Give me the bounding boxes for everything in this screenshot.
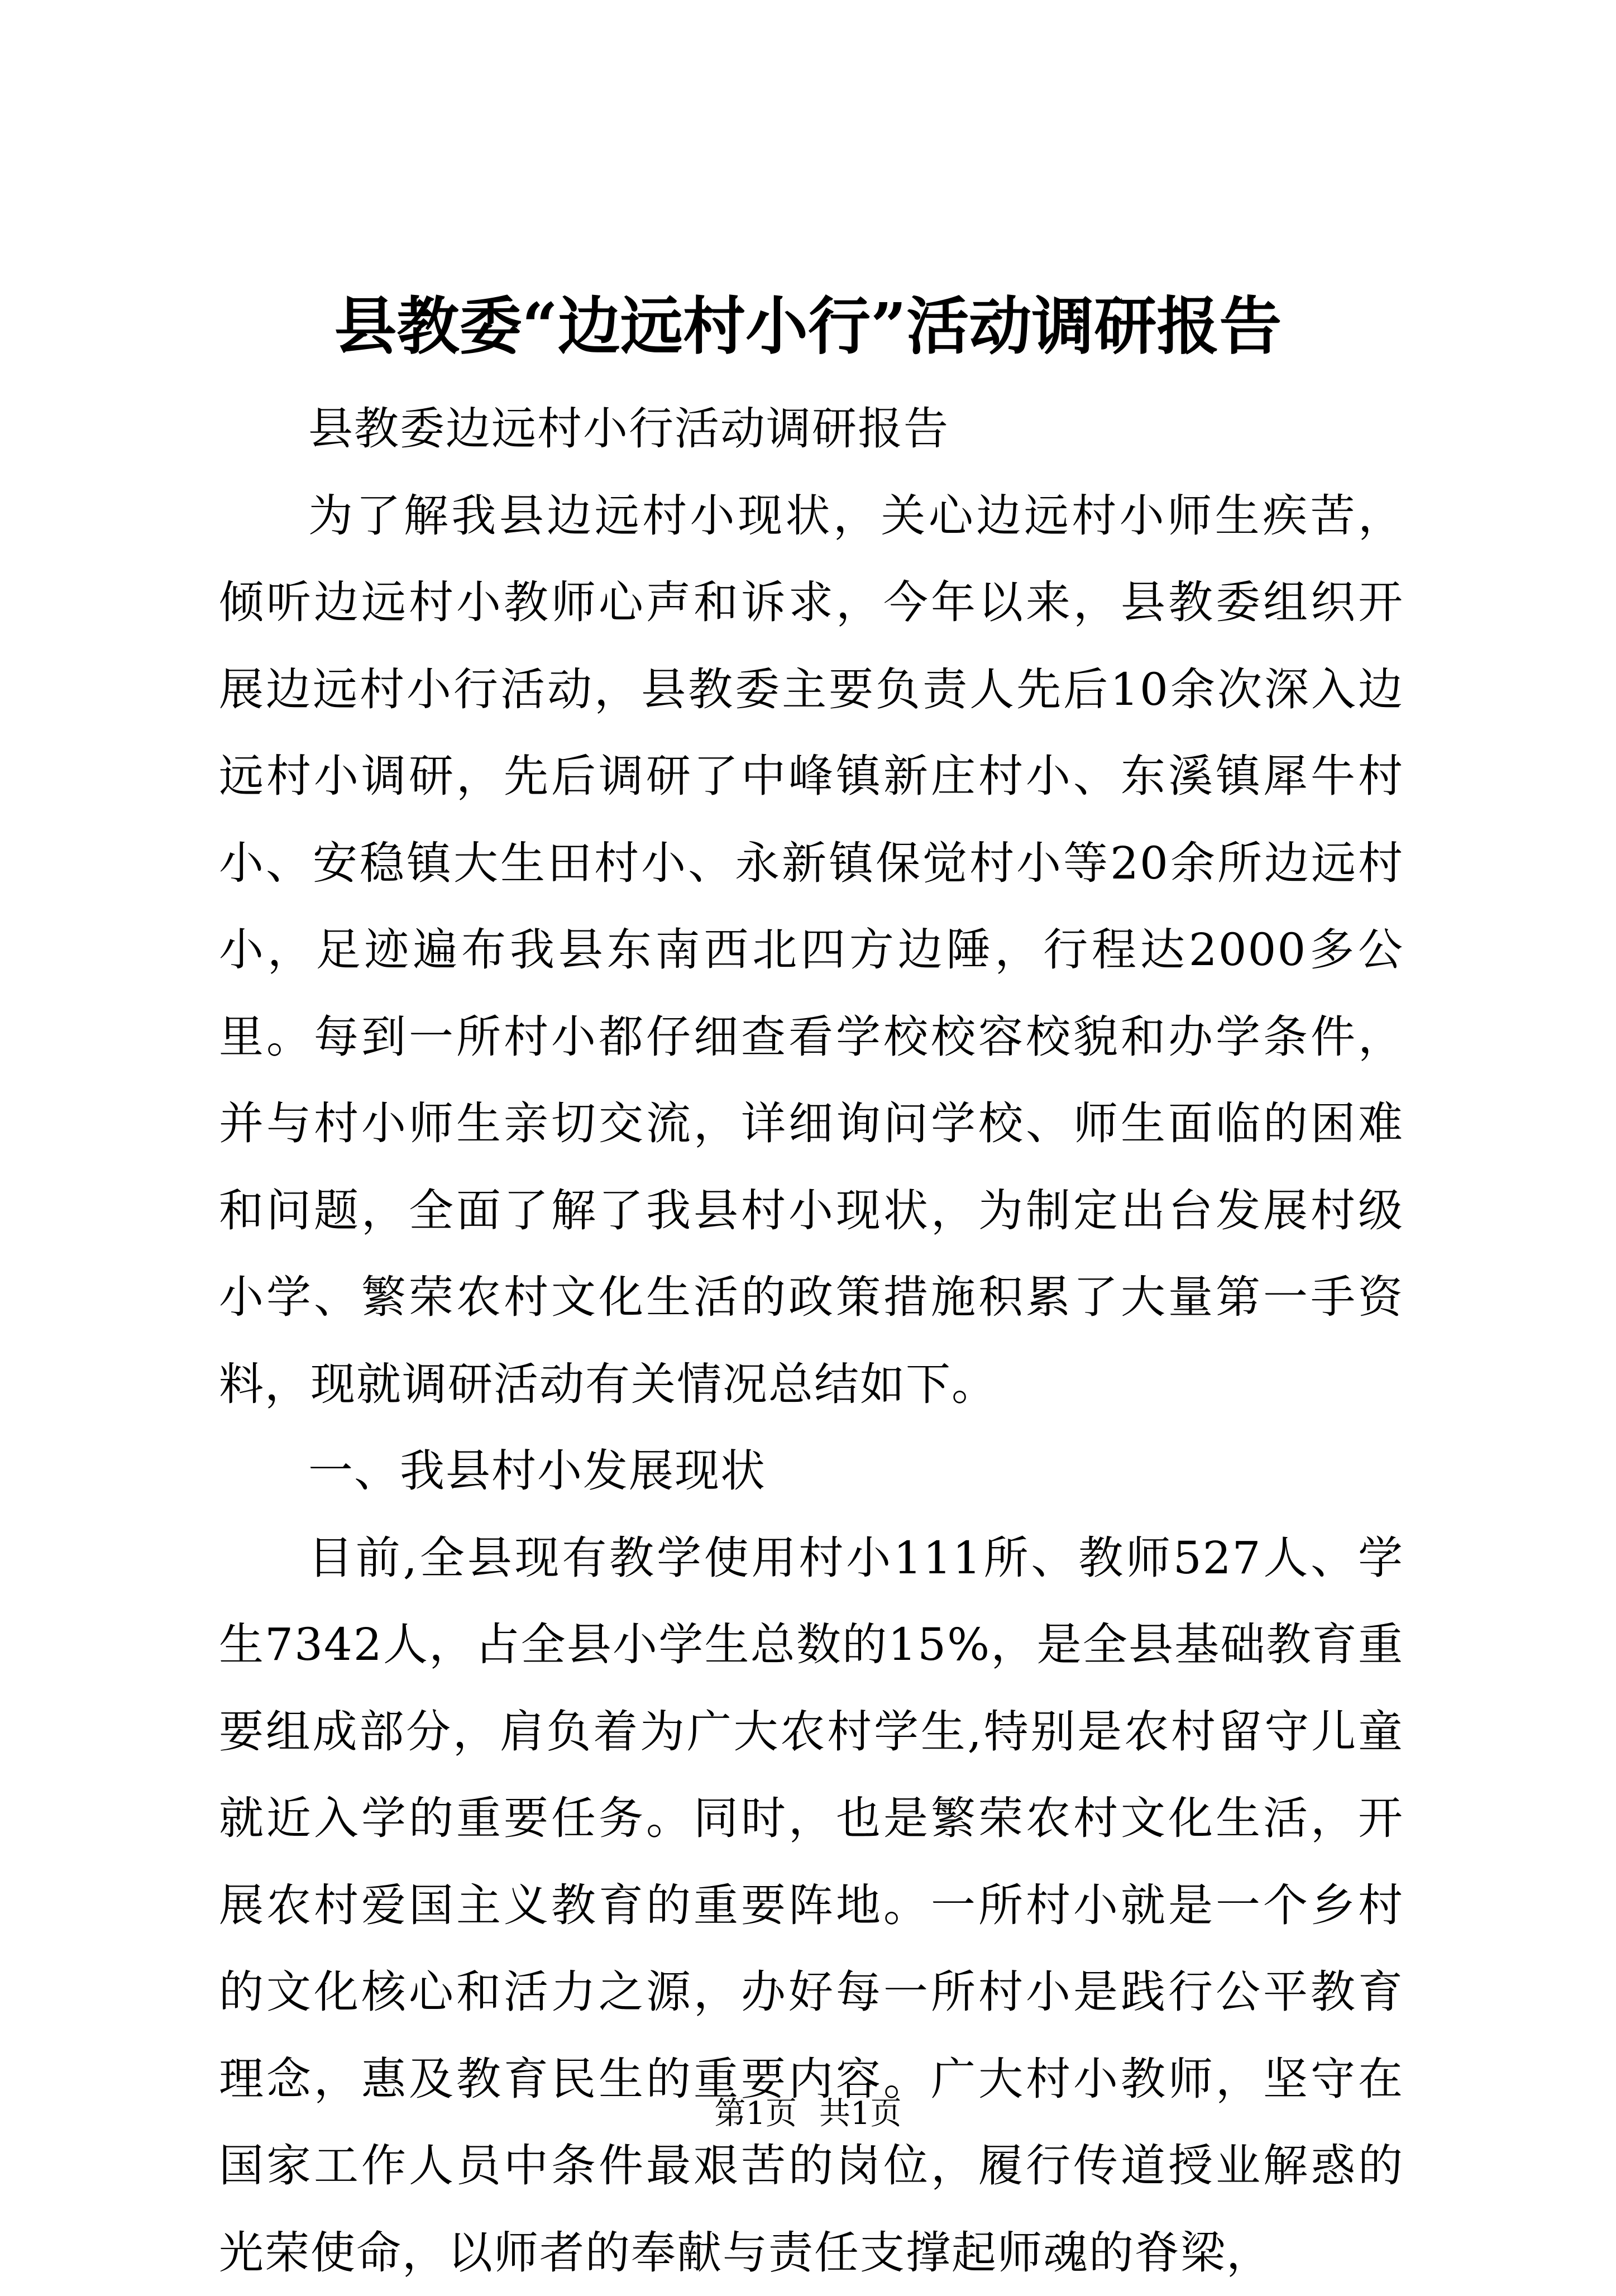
document-title: 县教委“边远村小行”活动调研报告 bbox=[218, 279, 1398, 374]
paragraph-status: 目前,全县现有教学使用村小111所、教师527人、学生7342人，占全县小学生总数的15%，是全县基础教育重要组成部分，肩负着为广大农村学生,特别是农村留守儿童就近入学的重要任务。同时，也是繁荣农村文化生活，开展农村爱国主义教育的重要阵地。一所村小就是一个乡村的文化核心和活力之源，办好每一所村小是践行公平教育理念，惠及教育民生的重要内容。广大村小教师，坚守在国家工作人员中条件最艰苦的岗位，履行传道授业解惑的光荣使命，以师者的奉献与责任支撑起师魂的脊梁， bbox=[219, 1515, 1404, 2296]
page-number: 第1页 bbox=[714, 2092, 797, 2136]
paragraph-intro: 为了解我县边远村小现状，关心边远村小师生疾苦，倾听边远村小教师心声和诉求，今年以来，县教委组织开展边远村小行活动，县教委主要负责人先后10余次深入边远村小调研，先后调研了中峰镇新庄村小、东溪镇犀牛村小、安稳镇大生田村小、永新镇保觉村小等20余所边远村小，足迹遍布我县东南西北四方边陲，行程达2000多公里。每到一所村小都仔细查看学校校容校貌和办学条件，并与村小师生亲切交流，详细询问学校、师生面临的困难和问题，全面了解了我县村小现状，为制定出台发展村级小学、繁荣农村文化生活的政策措施积累了大量第一手资料，现就调研活动有关情况总结如下。 bbox=[219, 472, 1404, 1428]
section-heading: 一、我县村小发展现状 bbox=[219, 1428, 1404, 1515]
page-footer bbox=[0, 2092, 1616, 2136]
page-total: 共1页 bbox=[819, 2092, 902, 2136]
document-body bbox=[219, 385, 1404, 2296]
paragraph-subtitle: 县教委边远村小行活动调研报告 bbox=[219, 385, 1404, 472]
